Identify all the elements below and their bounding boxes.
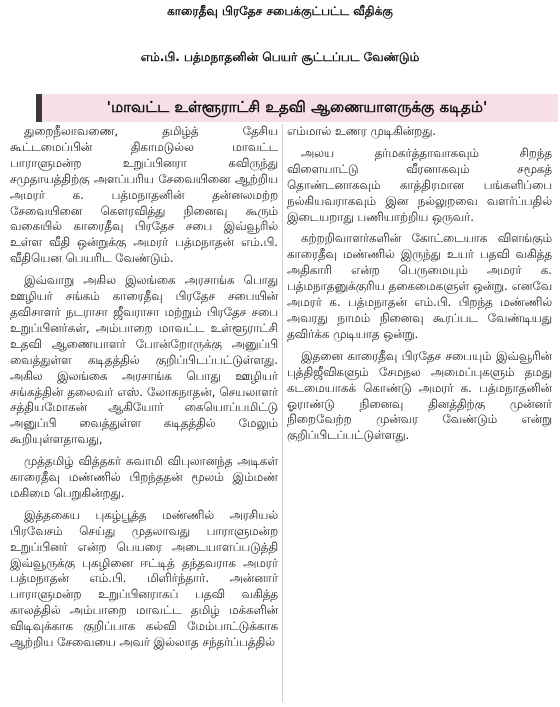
paragraph: இதனை காரைதீவு பிரதேச சபையும் இவ்வூரின் புத்திஜீவிகளும் சேமநல அமைப்புகளும் தமது கடமையாகக் கொண்டு அமரர் க. பத்மநாதனின் ஓராண்டு நினைவு தினத்திற்கு முன்னர் நிறைவேற்ற முன்வர வேண்டும் என்று குறிப்பிடப்பட்டுள்ளது.	[287, 348, 552, 443]
headline-line-2: எம்.பி. பத்மநாதனின் பெயர் சூட்டப்பட வேண்டும்	[140, 50, 420, 64]
paragraph: இவ்வாறு அகில இலங்கை அரசாங்க பொது ஊழியர் சங்கம் காரைதீவு பிரதேச சபையின் தவிசாளர் நடராசா ஜீவராசா மற்றும் பிரதேச சபை உறுப்பினர்கள், அம்பாறை மாவட்ட உள்ளூராட்சி உதவி ஆணையாளர் போன்றோருக்கு அனுப்பி வைத்துள்ள கடிதத்தில் குறிப்பிடப்பட்டுள்ளது. அகில இலங்கை அரசாங்க பொது ஊழியர் சங்கத்தின் தலைவர் எஸ். லோகநாதன், செயலாளர் சத்தியமோகன் ஆகியோர் கையொப்பமிட்டு அனுப்பி வைத்துள்ள கடிதத்தில் மேலும் கூறியுள்ளதாவது,	[10, 273, 278, 447]
subheadline-banner	[36, 94, 558, 122]
paragraph: கற்றறிவாளர்களின் கோட்டையாக விளங்கும் காரைதீவு மண்ணில் இருந்து உயர் பதவி வகித்த அதிகாரி என்ற பெருமையும் அமரர் க. பத்மநாதனுக்குரிய தகைமைகளுள் ஒன்று. எனவே அமரர் க. பத்மநாதன் எம்.பி. பிறந்த மண்ணில் அவரது நாமம் நினைவு கூரப்பட வேண்டியது தவிர்க்க முடியாத ஒன்று.	[287, 231, 552, 341]
column-divider	[282, 124, 283, 702]
article-column-1	[10, 124, 278, 657]
paragraph: அலய தர்மகர்த்தாவாகவும் சிறந்த விளையாட்டு வீரனாகவும் சமூகத் தொண்டனாகவும் காத்திரமான பங்களிப்பை நல்கியவராகவும் இன நல்லுறவை வளர்ப்பதில் இடையறாது பணியாற்றிய ஒருவர்.	[287, 145, 552, 224]
paragraph: துறைநீலாவணை, தமிழ்த் தேசிய கூட்டமைப்பின் திகாமடுல்ல மாவட்ட பாராளுமன்ற உறுப்பினரா கவிருந்து சமுதாயத்திற்கு அளப்பரிய சேவையினை ஆற்றிய அமரர் க. பத்மநாதனின் தன்னலமற்ற சேவையினை கௌரவித்து நினைவு கூரும் வகையில் காரைதீவு பிரதேச சபை இவ்வூரில் உள்ள வீதி ஒன்றுக்கு அமரர் பத்மநாதன் எம்.பி. வீதியென பெயரிட வேண்டும்.	[10, 124, 278, 266]
paragraph: இத்தகைய புகழ்பூத்த மண்ணில் அரசியல் பிரவேசம் செய்து முதலாவது பாராளுமன்ற உறுப்பினர் என்ற பெயரை அடையாளப்படுத்தி இவ்வூருக்கு புகழினை ஈட்டித் தந்தவராக அமரர் பத்மநாதன் எம்.பி. மிளிர்ந்தார். அன்னார் பாராளுமன்ற உறுப்பினராகப் பதவி வகித்த காலத்தில் அம்பாறை மாவட்ட தமிழ் மக்களின் விடிவுக்காக குறிப்பாக கல்வி மேம்பாட்டுக்காக ஆற்றிய சேவையை அவர் இல்லாத சந்தர்ப்பத்தில்	[10, 507, 278, 650]
headline-line-1: காரைதீவு பிரதேச சபைக்குட்பட்ட வீதிக்கு	[167, 4, 393, 18]
paragraph: எம்மால் உணர முடிகின்றது.	[287, 124, 437, 138]
paragraph: முத்தமிழ் வித்தகர் சுவாமி விபுலானந்த அடிகள் காரைதீவு மண்ணில் பிறந்ததன் மூலம் இம்மண் மகிமை பெறுகின்றது.	[10, 454, 278, 500]
article-column-2	[287, 124, 552, 450]
subheadline-text: 'மாவட்ட உள்ளூராட்சி உதவி ஆணையாளருக்கு கடிதம்'	[106, 98, 488, 116]
